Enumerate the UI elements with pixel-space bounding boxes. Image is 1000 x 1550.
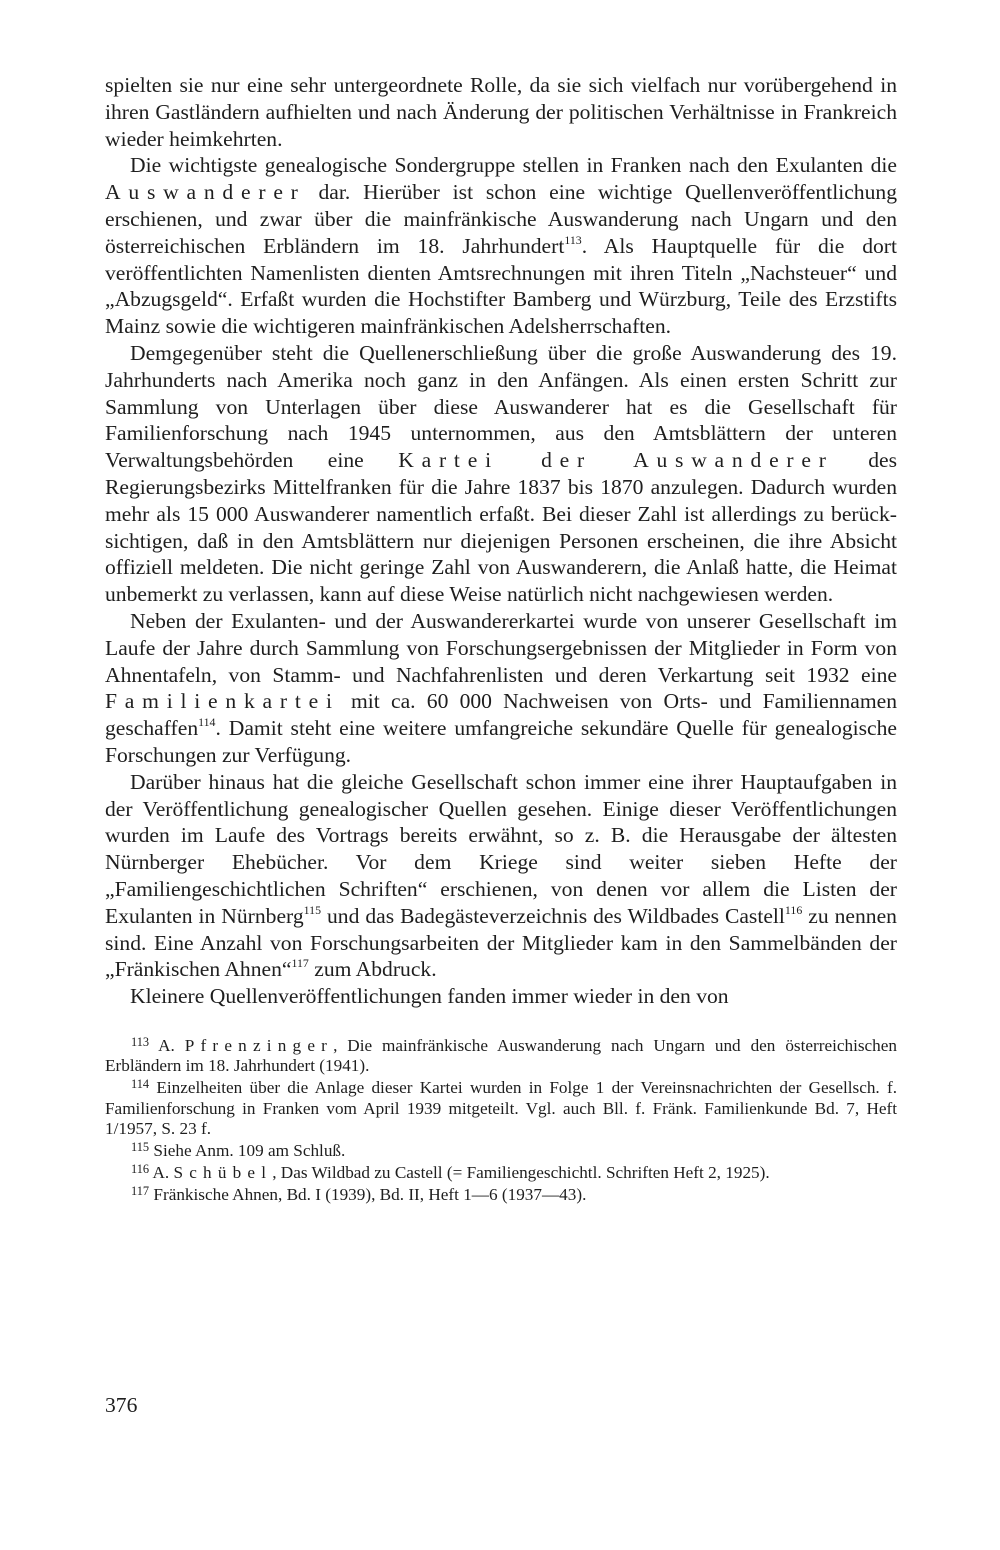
text-run: Demgegenüber steht die Quellenerschließung über die große Auswanderung des 19. Jahrhunderts nach Amerika noch ganz in den Anfängen. Als einen ersten Schritt zur Sammlung von Unterlagen über diese Auswanderer hat es die Gesellschaft für Familienforschung nach 1945 unternommen, aus den Amtsblättern der unteren Verwaltungsbehörden eine [105,340,897,473]
emphasized-term: Familienkartei [105,689,340,714]
text-run: . Damit steht eine weitere umfangreiche sekundäre Quelle für genealogische Forschungen zur Verfügung. [105,716,897,767]
footnote [105,1036,897,1077]
body-text [105,72,897,1010]
paragraph [105,769,897,983]
footnote [105,1078,897,1139]
page-content [105,72,897,1207]
text-run: . Als Hauptquelle für die dort veröffentlichten Namenlisten dienten Amtsrechnungen mit ihren Titeln „Nachsteuer“ und „Abzugsgeld“. Erfaßt wurden die Hochstifter Bamberg und Würzburg, Teile des Erzstifts Mainz sowie die wichtigeren mainfränkischen Adelsherrschaften. [105,233,897,339]
text-run: zum Abdruck. [308,957,437,982]
emphasized-term: Schübel [173,1162,273,1182]
text-run: A. [158,1035,185,1055]
paragraph [105,983,897,1010]
text-run: Neben der Exulanten- und der Auswandererkartei wurde von unserer Gesellschaft im Laufe der Jahre durch Sammlung von Forschungsergebnissen der Mitglieder in Form von Ahnentafeln, von Stamm- und Nachfahrenlisten und deren Verkartung seit 1932 eine [105,608,897,687]
page-number: 376 [105,1393,138,1417]
paragraph [105,152,897,340]
text-run: mit ca. 60 000 Nachweisen von Orts- und Familiennamen geschaffen [105,689,897,741]
text-run: und das Badegästeverzeichnis des Wildbades Castell [321,903,785,928]
emphasized-term: Kartei der Auswanderer [398,448,834,473]
text-run: spielten sie nur eine sehr untergeordnete Rolle, da sie sich vielfach nur vorübergehend in ihren Gastländern aufhielten und nach Änderung der politischen Verhältnisse in Frankreich wieder heimkehrten. [105,73,897,151]
text-run: des Regierungsbezirks Mittelfranken für die Jahre 1837 bis 1870 anzulegen. Dadurch wurden mehr als 15 000 Auswanderer namentlich erfaßt. Bei dieser Zahl ist allerdings zu berücksichtigen, daß in den Amtsblättern nur diejenigen Personen erscheinen, die ihre Absicht offiziell meldeten. Die nicht geringe Zahl von Auswanderern, die Anlaß hatte, die Heimat unbemerkt zu verlassen, kann auf diese Weise natürlich nicht nachgewiesen werden. [105,448,898,607]
footnote-number: 114 [131,1077,150,1092]
footnote-ref: 117 [291,956,309,971]
text-run: Einzelheiten über die Anlage dieser Kartei wurden in Folge 1 der Vereinsnachrichten der Gesellsch. f. Familienforschung in Franken vom April 1939 mitgeteilt. Vgl. auch Bll. f. Fränk. Familienkunde Bd. 7, Heft 1/1957, S. 23 f. [105,1078,897,1139]
text-run: Kleinere Quellenveröffentlichungen fanden immer wieder in den von [130,984,729,1009]
text-run: Fränkische Ahnen, Bd. I (1939), Bd. II, Heft 1—6 (1937—43). [153,1184,587,1204]
paragraph [105,72,897,152]
paragraph [105,608,897,769]
text-run: zu nennen sind. Eine Anzahl von Forschungsarbeiten der Mitglieder kam in den Sammelbänden der „Fränkischen Ahnen“ [105,903,897,982]
footnote-number: 117 [131,1183,150,1198]
footnote-number: 113 [131,1034,150,1049]
footnote-ref: 115 [303,902,322,917]
emphasized-term: Auswanderer [105,180,306,205]
footnote-number: 115 [131,1139,150,1154]
footnote-ref: 114 [198,715,216,730]
footnotes [105,1036,897,1205]
text-run: , Die mainfränkische Auswanderung nach Ungarn und den österreichischen Erbländern im 18. Jahrhundert (1941). [105,1035,897,1076]
text-run: Siehe Anm. 109 am Schluß. [153,1140,346,1160]
text-run: , Das Wildbad zu Castell (= Familiengeschichtl. Schriften Heft 2, 1925). [272,1162,770,1182]
text-run: A. [152,1162,174,1182]
text-run: Darüber hinaus hat die gleiche Gesellschaft schon immer eine ihrer Hauptaufgaben in der Veröffentlichung genealogischer Quellen gesehen. Einige dieser Veröffentlichungen wurden im Laufe des Vortrags bereits erwähnt, so z. B. die Herausgabe der ältesten Nürnberger Ehebücher. Vor dem Kriege sind weiter sieben Hefte der „Familiengeschichtlichen Schriften“ erschienen, von denen vor allem die Listen der Exulanten in Nürnberg [105,769,897,928]
footnote [105,1141,897,1161]
emphasized-term: Pfrenzinger [184,1035,334,1055]
footnote-number: 116 [131,1161,150,1176]
paragraph [105,340,897,608]
footnote-ref: 113 [564,232,582,247]
text-run: Die wichtigste genealogische Sondergruppe stellen in Franken nach den Exulanten die [130,153,897,178]
footnote [105,1163,897,1183]
footnote-ref: 116 [784,902,803,917]
text-run: dar. Hierüber ist schon eine wichtige Quellenveröffentlichung erschienen, und zwar über die mainfränkische Auswanderung nach Ungarn und den österreichischen Erbländern im 18. Jahrhundert [105,180,897,258]
footnote [105,1185,897,1205]
